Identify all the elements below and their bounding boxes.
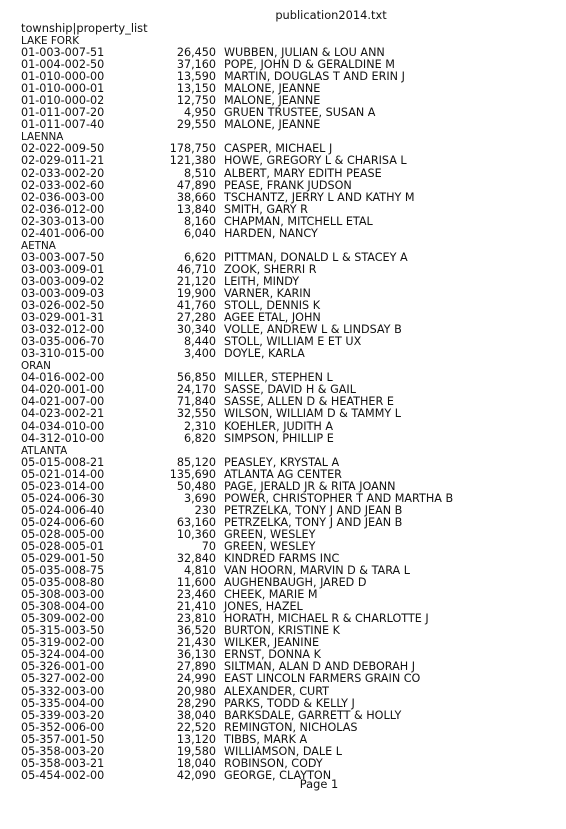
assessed-value: 6,820 [183,431,216,445]
assessed-value: 6,620 [183,250,216,264]
assessed-value: 4,950 [183,106,216,120]
owner-name: PETRZELKA, TONY J AND JEAN B [224,515,403,529]
assessed-value: 8,510 [183,166,216,180]
property-row [21,168,551,180]
parcel-id: 05-454-002-00 [21,768,105,782]
assessed-value: 29,550 [176,118,216,132]
parcel-id: 05-028-005-01 [21,539,105,553]
assessed-value: 10,360 [176,527,216,541]
parcel-id: 01-010-000-01 [21,82,105,96]
parcel-id: 05-024-006-40 [21,503,105,517]
parcel-id: 02-022-009-50 [21,142,105,156]
township-heading: AETNA [21,239,56,252]
assessed-value: 18,040 [176,756,216,770]
assessed-value: 135,690 [169,467,216,481]
owner-name: WILLIAMSON, DALE L [224,744,342,758]
assessed-value: 23,810 [176,612,216,626]
owner-name: KOEHLER, JUDITH A [224,419,334,433]
parcel-id: 05-327-002-00 [21,672,105,686]
owner-name: JONES, HAZEL [224,600,303,614]
owner-name: VAN HOORN, MARVIN D & TARA L [224,564,410,578]
property-row [21,433,551,445]
assessed-value: 11,600 [176,576,216,590]
property-row [21,722,551,734]
owner-name: PITTMAN, DONALD L & STACEY A [224,250,408,264]
parcel-id: 03-003-009-01 [21,262,105,276]
owner-name: ROBINSON, CODY [224,756,323,770]
township-heading: ATLANTA [21,444,68,457]
parcel-id: 01-011-007-40 [21,118,105,132]
assessed-value: 63,160 [176,515,216,529]
owner-name: KINDRED FARMS INC [224,552,340,566]
assessed-value: 36,130 [176,648,216,662]
document-title: publication2014.txt [275,8,387,22]
owner-name: WILKER, JEANINE [224,636,320,650]
parcel-id: 03-003-009-03 [21,286,105,300]
parcel-id: 05-308-003-00 [21,588,105,602]
assessed-value: 42,090 [176,768,216,782]
owner-name: MARTIN, DOUGLAS T AND ERIN J [224,70,405,84]
parcel-id: 05-335-004-00 [21,696,105,710]
parcel-id: 05-326-001-00 [21,660,105,674]
parcel-id: 01-010-000-00 [21,70,105,84]
property-row [21,673,551,685]
owner-name: SASSE, DAVID H & GAIL [224,383,356,397]
owner-name: GEORGE, CLAYTON [224,768,332,782]
owner-name: STOLL, WILLIAM E ET UX [224,335,362,349]
assessed-value: 27,280 [176,311,216,325]
property-row [21,155,551,167]
assessed-value: 32,550 [176,407,216,421]
property-row [21,469,551,481]
owner-name: ATLANTA AG CENTER [224,467,342,481]
owner-name: TIBBS, MARK A [224,732,308,746]
parcel-id: 01-010-000-02 [21,94,105,108]
owner-name: BARKSDALE, GARRETT & HOLLY [224,708,402,722]
assessed-value: 23,460 [176,588,216,602]
assessed-value: 24,170 [176,383,216,397]
parcel-id: 04-034-010-00 [21,419,105,433]
parcel-id: 05-358-003-20 [21,744,105,758]
owner-name: CASPER, MICHAEL J [224,142,333,156]
parcel-id: 05-035-008-75 [21,564,105,578]
owner-name: STOLL, DENNIS K [224,299,321,313]
owner-name: ERNST, DONNA K [224,648,321,662]
property-row [21,686,551,698]
owner-name: AUGHENBAUGH, JARED D [224,576,367,590]
parcel-id: 05-352-006-00 [21,720,105,734]
assessed-value: 30,340 [176,323,216,337]
parcel-id: 05-324-004-00 [21,648,105,662]
property-row [21,192,551,204]
property-row [21,457,551,469]
parcel-id: 04-312-010-00 [21,431,105,445]
owner-name: WUBBEN, JULIAN & LOU ANN [224,46,385,60]
property-row [21,746,551,758]
assessed-value: 37,160 [176,58,216,72]
assessed-value: 28,290 [176,696,216,710]
assessed-value: 32,840 [176,552,216,566]
owner-name: PEASLEY, KRYSTAL A [224,455,340,469]
assessed-value: 13,150 [176,82,216,96]
owner-name: AGEE ETAL, JOHN [224,311,321,325]
assessed-value: 12,750 [176,94,216,108]
parcel-id: 05-029-001-50 [21,552,105,566]
parcel-id: 02-029-011-21 [21,154,105,168]
property-listing [21,35,551,782]
assessed-value: 230 [194,503,216,517]
property-row [21,348,551,360]
parcel-id: 05-319-002-00 [21,636,105,650]
parcel-id: 02-033-002-20 [21,166,105,180]
assessed-value: 13,120 [176,732,216,746]
owner-name: SMITH, GARY R [224,202,308,216]
parcel-id: 01-004-002-50 [21,58,105,72]
owner-name: PARKS, TODD & KELLY J [224,696,355,710]
assessed-value: 38,040 [176,708,216,722]
assessed-value: 13,840 [176,202,216,216]
owner-name: MILLER, STEPHEN L [224,371,333,385]
owner-name: MALONE, JEANNE [224,94,321,108]
column-header: township|property_list [21,21,148,35]
parcel-id: 05-023-014-00 [21,479,105,493]
parcel-id: 01-011-007-20 [21,106,105,120]
property-row [21,710,551,722]
parcel-id: 04-021-007-00 [21,395,105,409]
parcel-id: 05-035-008-80 [21,576,105,590]
owner-name: HORATH, MICHAEL R & CHARLOTTE J [224,612,429,626]
assessed-value: 19,900 [176,286,216,300]
owner-name: CHAPMAN, MITCHELL ETAL [224,214,373,228]
owner-name: HARDEN, NANCY [224,226,318,240]
parcel-id: 05-308-004-00 [21,600,105,614]
owner-name: POPE, JOHN D & GERALDINE M [224,58,395,72]
owner-name: LEITH, MINDY [224,274,300,288]
assessed-value: 6,040 [183,226,216,240]
assessed-value: 21,410 [176,600,216,614]
assessed-value: 19,580 [176,744,216,758]
owner-name: BURTON, KRISTINE K [224,624,340,638]
parcel-id: 03-026-002-50 [21,299,105,313]
property-row [21,734,551,746]
parcel-id: 05-309-002-00 [21,612,105,626]
owner-name: VOLLE, ANDREW L & LINDSAY B [224,323,402,337]
owner-name: TSCHANTZ, JERRY L AND KATHY M [224,190,415,204]
owner-name: CHEEK, MARIE M [224,588,318,602]
property-row [21,180,551,192]
owner-name: MALONE, JEANNE [224,118,321,132]
owner-name: SIMPSON, PHILLIP E [224,431,334,445]
assessed-value: 38,660 [176,190,216,204]
parcel-id: 03-310-015-00 [21,347,105,361]
property-row [21,228,551,240]
property-row [21,216,551,228]
owner-name: ZOOK, SHERRI R [224,262,317,276]
assessed-value: 8,160 [183,214,216,228]
assessed-value: 3,400 [183,347,216,361]
property-row [21,698,551,710]
parcel-id: 05-357-001-50 [21,732,105,746]
owner-name: PEASE, FRANK JUDSON [224,178,352,192]
parcel-id: 02-036-003-00 [21,190,105,204]
assessed-value: 26,450 [176,46,216,60]
assessed-value: 70 [201,539,216,553]
assessed-value: 20,980 [176,684,216,698]
parcel-id: 05-332-003-00 [21,684,105,698]
parcel-id: 02-401-006-00 [21,226,105,240]
owner-name: EAST LINCOLN FARMERS GRAIN CO [224,672,421,686]
assessed-value: 21,430 [176,636,216,650]
property-row [21,421,551,433]
parcel-id: 04-020-001-00 [21,383,105,397]
owner-name: PETRZELKA, TONY J AND JEAN B [224,503,403,517]
parcel-id: 03-035-006-70 [21,335,105,349]
owner-name: GRUEN TRUSTEE, SUSAN A [224,106,376,120]
parcel-id: 03-003-007-50 [21,250,105,264]
parcel-id: 05-024-006-60 [21,515,105,529]
owner-name: HOWE, GREGORY L & CHARISA L [224,154,407,168]
assessed-value: 13,590 [176,70,216,84]
assessed-value: 41,760 [176,299,216,313]
assessed-value: 27,890 [176,660,216,674]
assessed-value: 8,440 [183,335,216,349]
parcel-id: 05-024-006-30 [21,491,105,505]
property-row [21,481,551,493]
property-row [21,119,551,131]
assessed-value: 4,810 [183,564,216,578]
owner-name: ALBERT, MARY EDITH PEASE [224,166,382,180]
property-row [21,204,551,216]
parcel-id: 03-032-012-00 [21,323,105,337]
parcel-id: 02-036-012-00 [21,202,105,216]
owner-name: POWER, CHRISTOPHER T AND MARTHA B [224,491,454,505]
page-number: Page 1 [299,777,339,791]
owner-name: DOYLE, KARLA [224,347,305,361]
parcel-id: 02-303-013-00 [21,214,105,228]
assessed-value: 50,480 [176,479,216,493]
township-heading: ORAN [21,360,51,373]
owner-name: PAGE, JERALD JR & RITA JOANN [224,479,396,493]
parcel-id: 05-028-005-00 [21,527,105,541]
owner-name: GREEN, WESLEY [224,539,316,553]
parcel-id: 05-339-003-20 [21,708,105,722]
assessed-value: 121,380 [169,154,216,168]
owner-name: REMINGTON, NICHOLAS [224,720,358,734]
assessed-value: 24,990 [176,672,216,686]
assessed-value: 46,710 [176,262,216,276]
township-heading: LAENNA [21,131,64,144]
assessed-value: 2,310 [183,419,216,433]
owner-name: GREEN, WESLEY [224,527,316,541]
assessed-value: 3,690 [183,491,216,505]
assessed-value: 71,840 [176,395,216,409]
parcel-id: 02-033-002-60 [21,178,105,192]
assessed-value: 47,890 [176,178,216,192]
parcel-id: 05-358-003-21 [21,756,105,770]
owner-name: ALEXANDER, CURT [224,684,330,698]
assessed-value: 36,520 [176,624,216,638]
owner-name: MALONE, JEANNE [224,82,321,96]
parcel-id: 04-016-002-00 [21,371,105,385]
township-heading: LAKE FORK [21,35,80,47]
assessed-value: 21,120 [176,274,216,288]
owner-name: SILTMAN, ALAN D AND DEBORAH J [224,660,416,674]
parcel-id: 03-029-001-31 [21,311,105,325]
owner-name: VARNER, KARIN [224,286,311,300]
parcel-id: 03-003-009-02 [21,274,105,288]
assessed-value: 22,520 [176,720,216,734]
owner-name: SASSE, ALLEN D & HEATHER E [224,395,394,409]
parcel-id: 05-021-014-00 [21,467,105,481]
parcel-id: 01-003-007-51 [21,46,105,60]
property-row [21,408,551,420]
parcel-id: 05-015-008-21 [21,455,105,469]
owner-name: WILSON, WILLIAM D & TAMMY L [224,407,401,421]
assessed-value: 85,120 [176,455,216,469]
parcel-id: 05-315-003-50 [21,624,105,638]
assessed-value: 56,850 [176,371,216,385]
assessed-value: 178,750 [169,142,216,156]
parcel-id: 04-023-002-21 [21,407,105,421]
